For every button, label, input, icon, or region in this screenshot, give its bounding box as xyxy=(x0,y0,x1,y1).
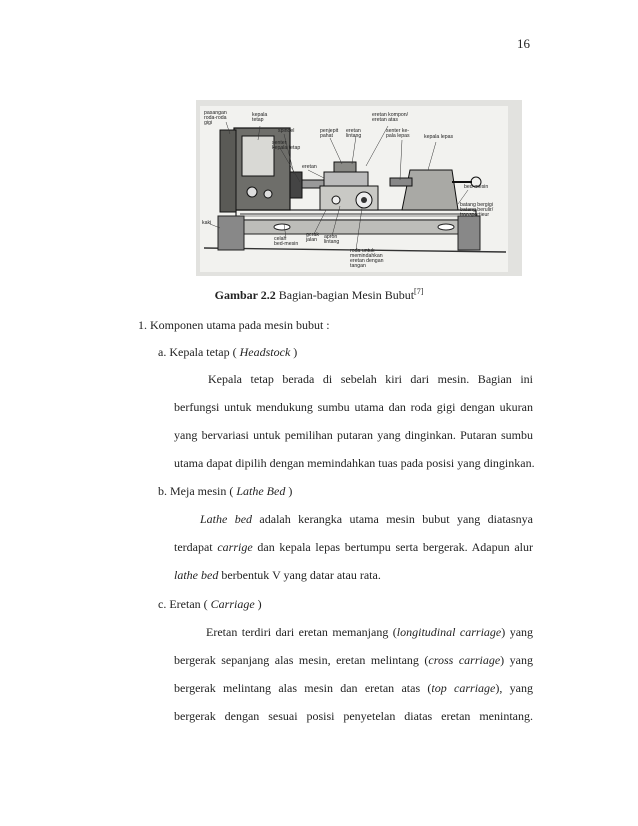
label-eretan-lintang: eretan lintang xyxy=(346,128,362,139)
paragraph-a-line-3: yang bervariasi untuk pemilihan putaran yang dinginkan. Putaran sumbu xyxy=(174,428,533,442)
paragraph-c-line-1: Eretan terdiri dari eretan memanjang (longitudinal carriage) yang xyxy=(206,625,534,639)
caption-reference: [7] xyxy=(414,287,424,296)
caption-text: Bagian-bagian Mesin Bubut xyxy=(275,288,415,302)
lathe-diagram xyxy=(196,100,522,276)
caption-label: Gambar 2.2 xyxy=(214,288,276,302)
paragraph-c-line-3: bergerak melintang alas mesin dan eretan atas (top carriage), yang xyxy=(174,681,533,695)
list-item-1: 1. Komponen utama pada mesin bubut : xyxy=(138,318,330,332)
heading-b: b. Meja mesin ( Lathe Bed ) xyxy=(158,484,293,498)
paragraph-c-line-2: bergerak sepanjang alas mesin, eretan melintang (cross carriage) yang xyxy=(174,653,533,667)
paragraph-a-line-4: utama dapat dipilih dengan memindahkan tuas pada posisi yang dinginkan. xyxy=(174,456,535,470)
label-kaki: kaki xyxy=(202,220,212,226)
paragraph-b-line-3: lathe bed berbentuk V yang datar atau rata. xyxy=(174,568,381,582)
label-pasangan-roda-gigi: pasangan roda-roda gigi xyxy=(204,110,227,126)
page-number: 16 xyxy=(517,36,530,51)
heading-a: a. Kepala tetap ( Headstock ) xyxy=(158,345,298,359)
label-kepala-tetap: kepala tetap xyxy=(252,112,268,123)
label-spindel: spindel xyxy=(278,128,295,134)
heading-c: c. Eretan ( Carriage ) xyxy=(158,597,262,611)
label-senter-kepala-lepas: senter ke- pala lepas xyxy=(386,128,410,139)
label-senter-kepala-tetap: senter kepala tetap xyxy=(272,140,301,151)
label-apron-lintang: apron lintang xyxy=(324,234,340,245)
lathe-figure xyxy=(196,100,522,276)
label-celah-bed-mesin: celah bed-mesin xyxy=(274,236,299,247)
label-gerak-jalan: gerak jalan xyxy=(306,232,319,243)
paragraph-b-line-1: Lathe bed adalah kerangka utama mesin bubut yang diatasnya xyxy=(200,512,533,526)
paragraph-c-line-4: bergerak dengan sesuai posisi penyetelan diatas eretan menintang. xyxy=(174,709,533,723)
label-eretan: eretan xyxy=(302,164,317,170)
paragraph-a-line-2: berfungsi untuk mendukung sumbu utama dan roda gigi dengan ukuran xyxy=(174,400,533,414)
label-kepala-lepas: kepala lepas xyxy=(424,134,454,140)
label-penjepit-pahat: penjepit pahat xyxy=(320,128,339,139)
figure-caption xyxy=(0,287,638,303)
label-eretan-kompon: eretan kompon/ eretan atas xyxy=(372,112,409,123)
label-roda-untuk: roda untuk memindahkan eretan dengan tangan xyxy=(350,248,384,269)
label-batang-berulir: batang bergigi batang berulir/ transportieur xyxy=(460,202,494,218)
paragraph-b-line-2: terdapat carrige dan kepala lepas bertumpu serta bergerak. Adapun alur xyxy=(174,540,533,554)
label-bed-mesin: bed-mesin xyxy=(464,184,489,190)
paragraph-a-line-1: Kepala tetap berada di sebelah kiri dari mesin. Bagian ini xyxy=(208,372,533,386)
